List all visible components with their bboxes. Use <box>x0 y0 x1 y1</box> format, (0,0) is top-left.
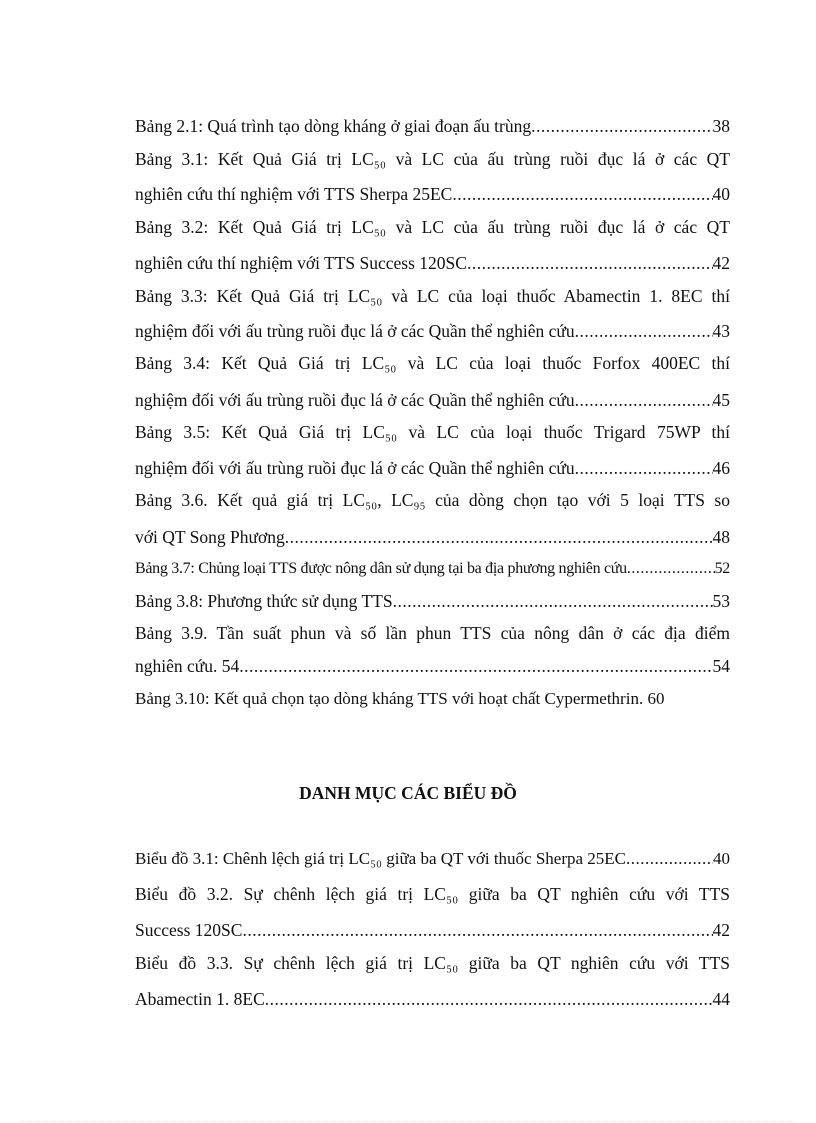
toc-entry-text: Biểu đồ 3.1: Chênh lệch giá trị LC₅₀ giữa ba QT với thuốc Sherpa 25EC <box>135 849 627 868</box>
toc-entry-chart-3-2[interactable] <box>135 883 730 905</box>
dot-leader <box>627 558 715 580</box>
toc-entry-table-3-5[interactable] <box>135 421 730 443</box>
page-bottom-rule <box>20 1121 796 1122</box>
toc-entry-table-3-1[interactable] <box>135 148 730 170</box>
toc-entry-table-3-8[interactable] <box>135 590 730 612</box>
toc-entry-text: Biểu đồ 3.2. Sự chênh lệch giá trị LC₅₀ giữa ba QT nghiên cứu với TTS <box>135 884 730 904</box>
dot-leader <box>393 590 713 612</box>
toc-entry-text: Bảng 2.1: Quá trình tạo dòng kháng ở giai đoạn ấu trùng <box>135 116 532 136</box>
toc-entry-table-3-6-cont[interactable] <box>135 526 730 548</box>
toc-entry-chart-3-2-cont[interactable] <box>135 919 730 941</box>
toc-entry-table-3-3[interactable] <box>135 285 730 307</box>
toc-entry-text: nghiệm đối với ấu trùng ruồi đục lá ở các Quần thể nghiên cứu <box>135 458 575 478</box>
toc-page-number: 38 <box>712 116 730 136</box>
toc-entry-text: nghiệm đối với ấu trùng ruồi đục lá ở các Quần thể nghiên cứu <box>135 321 575 341</box>
toc-entry-table-3-2[interactable] <box>135 216 730 238</box>
toc-entry-text: Bảng 3.8: Phương thức sử dụng TTS <box>135 591 393 611</box>
toc-page-number: 48 <box>712 527 730 547</box>
toc-page-number: 42 <box>712 920 730 940</box>
dot-leader <box>531 115 712 137</box>
toc-entry-text: nghiên cứu thí nghiệm với TTS Success 120SC <box>135 253 467 273</box>
toc-entry-text: Biểu đồ 3.3. Sự chênh lệch giá trị LC₅₀ giữa ba QT nghiên cứu với TTS <box>135 953 730 973</box>
toc-entry-text: Bảng 3.7: Chủng loại TTS được nông dân sử dụng tại ba địa phương nghiên cứu <box>135 560 627 577</box>
toc-entry-text: nghiên cứu. 54 <box>135 656 240 676</box>
toc-entry-text: Bảng 3.5: Kết Quả Giá trị LC₅₀ và LC của loại thuốc Trigard 75WP thí <box>135 422 730 442</box>
toc-entry-text: nghiệm đối với ấu trùng ruồi đục lá ở các Quần thể nghiên cứu <box>135 390 575 410</box>
dot-leader <box>452 183 712 205</box>
toc-entry-table-3-10[interactable] <box>135 688 730 710</box>
dot-leader <box>265 988 713 1010</box>
toc-entry-text: Bảng 3.6. Kết quả giá trị LC₅₀, LC₉₅ của dòng chọn tạo với 5 loại TTS so <box>135 490 730 510</box>
toc-entry-text: nghiên cứu thí nghiệm với TTS Sherpa 25EC <box>135 184 453 204</box>
toc-entry-table-3-2-cont[interactable] <box>135 252 730 274</box>
toc-page-number: 53 <box>712 591 730 611</box>
toc-entry-chart-3-3[interactable] <box>135 952 730 974</box>
toc-page-number: 42 <box>712 253 730 273</box>
toc-entry-table-2-1[interactable] <box>135 115 730 137</box>
toc-entry-text: Bảng 3.2: Kết Quả Giá trị LC₅₀ và LC của ấu trùng ruồi đục lá ở các QT <box>135 217 730 237</box>
toc-page-number: 40 <box>713 849 730 868</box>
charts-list-heading: DANH MỤC CÁC BIỂU ĐỒ <box>299 783 517 803</box>
toc-entry-text: Abamectin 1. 8EC <box>135 989 265 1009</box>
toc-page-number: 40 <box>712 184 730 204</box>
dot-leader <box>575 457 713 479</box>
toc-entry-text: với QT Song Phương <box>135 527 285 547</box>
toc-page-number: 54 <box>712 656 730 676</box>
dot-leader <box>575 389 713 411</box>
toc-page-number: 46 <box>712 458 730 478</box>
toc-entry-text: Success 120SC <box>135 920 243 940</box>
toc-entry-text: Bảng 3.9. Tần suất phun và số lần phun TTS của nông dân ở các địa điểm <box>135 623 730 643</box>
toc-entry-text: Bảng 3.10: Kết quả chọn tạo dòng kháng TTS với hoạt chất Cypermethrin. 60 <box>135 689 665 708</box>
toc-page-number: 52 <box>714 560 730 577</box>
toc-entry-chart-3-3-cont[interactable] <box>135 988 730 1010</box>
toc-entry-table-3-9-cont[interactable] <box>135 655 730 677</box>
toc-page-number: 45 <box>712 390 730 410</box>
dot-leader <box>626 848 713 870</box>
dot-leader <box>239 655 712 677</box>
toc-entry-table-3-1-cont[interactable] <box>135 183 730 205</box>
toc-entry-table-3-9[interactable] <box>135 622 730 644</box>
toc-entry-text: Bảng 3.1: Kết Quả Giá trị LC₅₀ và LC của ấu trùng ruồi đục lá ở các QT <box>135 149 730 169</box>
toc-entry-table-3-6[interactable] <box>135 489 730 511</box>
toc-page-number: 44 <box>712 989 730 1009</box>
toc-entry-text: Bảng 3.4: Kết Quả Giá trị LC₅₀ và LC của loại thuốc Forfox 400EC thí <box>135 353 730 373</box>
toc-entry-table-3-3-cont[interactable] <box>135 320 730 342</box>
toc-entry-table-3-7[interactable] <box>135 558 730 580</box>
toc-page-number: 43 <box>712 321 730 341</box>
dot-leader <box>575 320 713 342</box>
dot-leader <box>467 252 713 274</box>
toc-entry-table-3-4-cont[interactable] <box>135 389 730 411</box>
toc-entry-table-3-5-cont[interactable] <box>135 457 730 479</box>
dot-leader <box>285 526 713 548</box>
toc-entry-text: Bảng 3.3: Kết Quả Giá trị LC₅₀ và LC của loại thuốc Abamectin 1. 8EC thí <box>135 286 730 306</box>
toc-entry-chart-3-1[interactable] <box>135 848 730 870</box>
toc-entry-table-3-4[interactable] <box>135 352 730 374</box>
dot-leader <box>242 919 712 941</box>
